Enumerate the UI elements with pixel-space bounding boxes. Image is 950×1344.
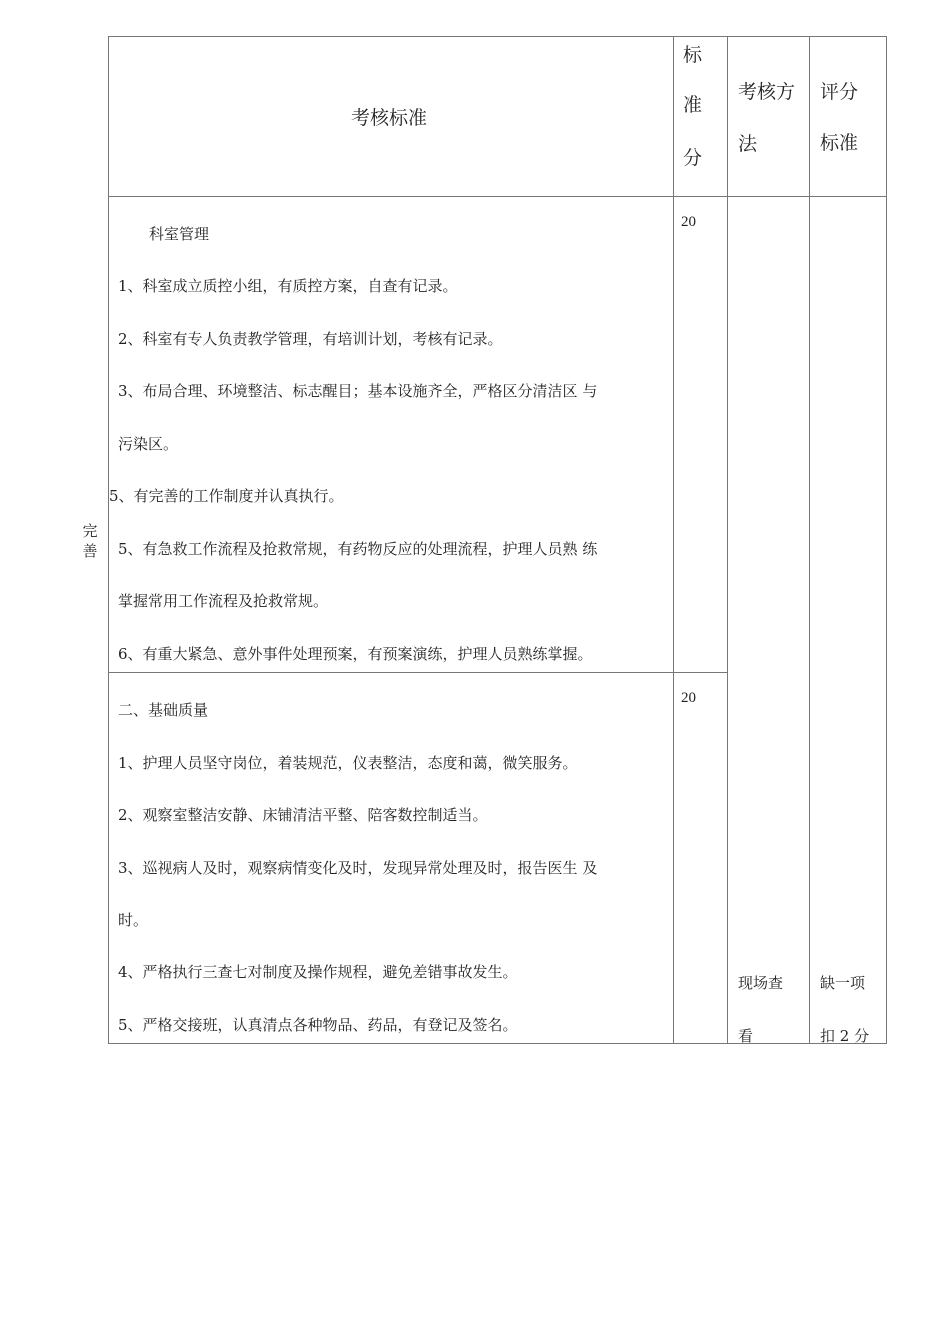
section1-item: 掌握常用工作流程及抢救常规。 — [118, 592, 329, 610]
rating-line-2: 扣 2 分 — [820, 1027, 870, 1045]
section1-score: 20 — [681, 214, 696, 230]
section2-score: 20 — [681, 690, 696, 706]
header-score-char-3: 分 — [683, 147, 703, 169]
table-right-border — [886, 36, 887, 1044]
score-method-divider — [727, 36, 728, 1044]
method-line-2: 看 — [738, 1027, 754, 1045]
table-top-border — [108, 36, 887, 37]
section1-item: 3、布局合理、环境整洁、标志醒目；基本设施齐全，严格区分清洁区 与 — [118, 382, 598, 400]
header-rating-line-1: 评分 — [820, 81, 859, 103]
table-left-border — [108, 36, 109, 1044]
header-bottom-border — [108, 196, 887, 197]
side-label: 完善 — [82, 522, 98, 560]
header-criteria: 考核标准 — [351, 107, 428, 129]
section2-item: 3、巡视病人及时，观察病情变化及时，发现异常处理及时，报告医生 及 — [118, 859, 598, 877]
section1-item: 2、科室有专人负责教学管理，有培训计划，考核有记录。 — [118, 330, 503, 348]
criteria-score-divider — [673, 36, 674, 1044]
method-rating-divider — [809, 36, 810, 1044]
method-line-1: 现场查 — [738, 974, 784, 992]
header-method-line-1: 考核方 — [738, 81, 796, 103]
section2-item: 时。 — [118, 911, 149, 929]
header-score-char-1: 标 — [683, 44, 703, 66]
header-method-line-2: 法 — [738, 133, 758, 155]
header-rating-line-2: 标准 — [820, 132, 859, 154]
table-bottom-border — [108, 1043, 887, 1044]
section-divider — [108, 672, 728, 673]
section2-title: 二、基础质量 — [118, 701, 209, 719]
section1-item: 污染区。 — [118, 435, 179, 453]
section1-item: 5、有急救工作流程及抢救常规，有药物反应的处理流程，护理人员熟 练 — [118, 540, 598, 558]
section1-title: 科室管理 — [149, 225, 210, 243]
section2-item: 2、观察室整洁安静、床铺清洁平整、陪客数控制适当。 — [118, 806, 488, 824]
section1-item: 5、有完善的工作制度并认真执行。 — [109, 487, 344, 505]
section2-item: 4、严格执行三查七对制度及操作规程，避免差错事故发生。 — [118, 963, 518, 981]
section2-item: 1、护理人员坚守岗位，着装规范，仪表整洁，态度和蔼，微笑服务。 — [118, 754, 578, 772]
section2-item: 5、严格交接班，认真清点各种物品、药品，有登记及签名。 — [118, 1016, 518, 1034]
rating-line-1: 缺一项 — [820, 974, 866, 992]
section1-item: 6、有重大紧急、意外事件处理预案，有预案演练，护理人员熟练掌握。 — [118, 645, 593, 663]
section1-item: 1、科室成立质控小组，有质控方案，自查有记录。 — [118, 277, 458, 295]
header-score-char-2: 准 — [683, 94, 703, 116]
